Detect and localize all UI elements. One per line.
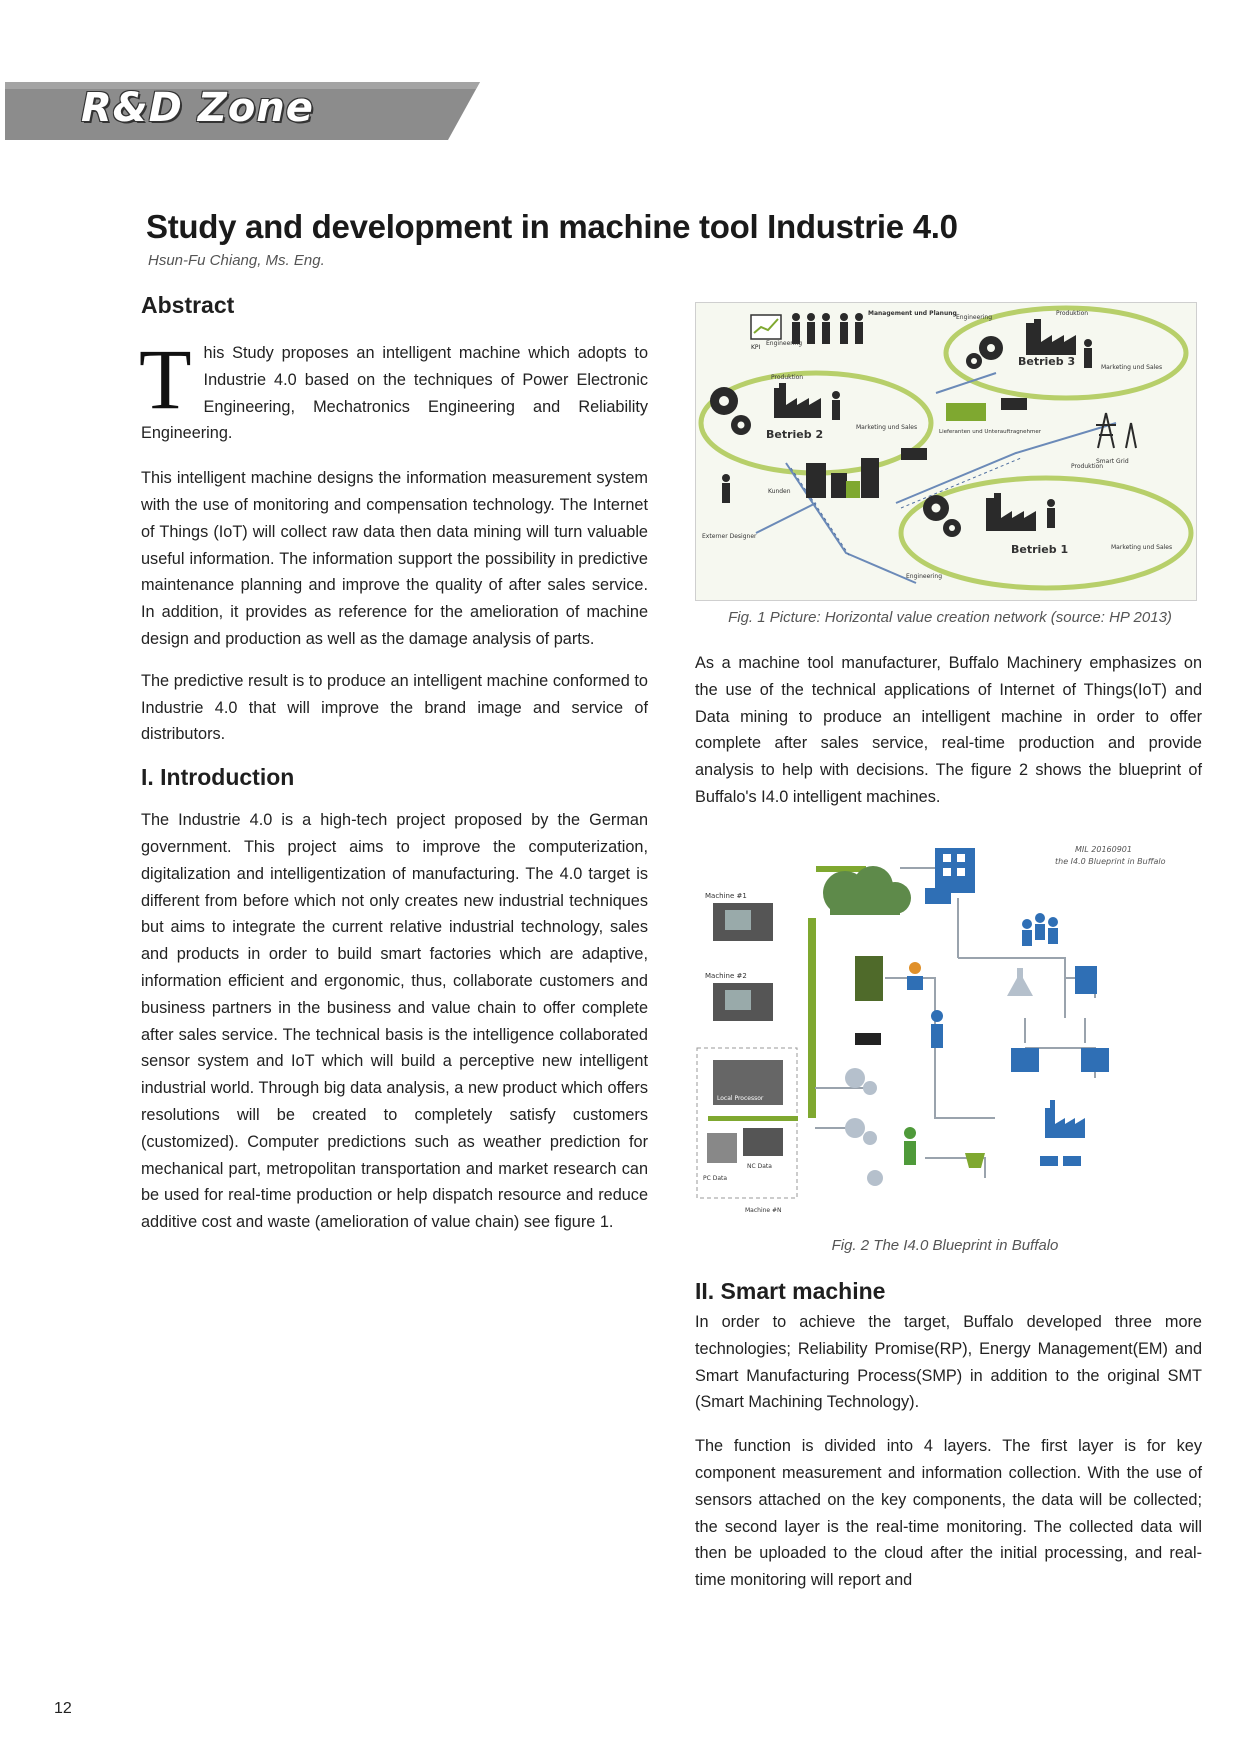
smart-machine-section <box>695 1278 1202 1594</box>
buffalo-paragraph: As a machine tool manufacturer, Buffalo Machinery emphasizes on the use of the technical applications of Internet of Things(IoT) and Data mining to produce an intelligent machine in order to offer complete after sales service, real-time production and provide analysis to help with decisions. The figure 2 shows the blueprint of Buffalo's I4.0 intelligent machines. <box>695 654 1202 806</box>
fig1-label-engineering-left: Engineering <box>766 340 802 347</box>
fig1-label-marketing-1: Marketing und Sales <box>1111 544 1173 551</box>
fig1-label-produktion-bottom: Produktion <box>1071 463 1104 470</box>
zone-label: R&D Zone <box>81 85 314 131</box>
fig2-stamp-line1: MIL 20160901 <box>1075 845 1132 854</box>
fig1-label-management: Management und Planung <box>868 310 957 317</box>
fig1-label-engineering-bottom: Engineering <box>906 573 942 580</box>
abstract-paragraph-1 <box>139 331 648 447</box>
smart-machine-paragraph-2: The function is divided into 4 layers. The first layer is for key component measurement and information collection. With the use of sensors attached on the key components, the data will be collected; the second layer is the real-time monitoring. The collected data will then be uploaded to the cloud after the initial processing, and real-time monitoring will report and <box>695 1437 1202 1590</box>
fig1-label-smartgrid: Smart Grid <box>1096 458 1129 465</box>
fig2-local-processor: Local Processor <box>717 1095 764 1102</box>
fig2-pc-data: PC Data <box>703 1175 728 1182</box>
fig2-machine-n: Machine #N <box>745 1207 782 1214</box>
fig1-label-betrieb2: Betrieb 2 <box>766 428 824 441</box>
fig2-machine1: Machine #1 <box>705 892 747 900</box>
abstract-heading: Abstract <box>141 292 235 318</box>
abstract-paragraph-3: The predictive result is to produce an intelligent machine conformed to Industrie 4.0 that will improve the brand image and service of distributors. <box>141 671 648 744</box>
fig1-label-betrieb3: Betrieb 3 <box>1018 355 1076 368</box>
article-author: Hsun-Fu Chiang, Ms. Eng. <box>148 252 325 269</box>
fig1-label-suppliers: Lieferanten und Unterauftragnehmer <box>939 429 1042 435</box>
fig1-label-marketing-3: Marketing und Sales <box>1101 364 1163 371</box>
figure-1-value-network <box>695 302 1197 601</box>
introduction-heading: I. Introduction <box>141 764 295 791</box>
left-column <box>141 292 648 1236</box>
figure-1-illustration <box>696 303 1196 600</box>
right-column-top <box>695 650 1202 811</box>
abstract-paragraph-1-text: his Study proposes an intelligent machine which adopts to Industrie 4.0 based on the techniques of Power Electronic Engineering, Mechatronics Engineering and Reliability Engineering. <box>141 344 648 443</box>
figure-2-caption: Fig. 2 The I4.0 Blueprint in Buffalo <box>831 1237 1059 1254</box>
fig1-label-marketing-2: Marketing und Sales <box>856 424 918 431</box>
page-number: 12 <box>54 1700 72 1717</box>
fig2-nc-data: NC Data <box>747 1163 772 1170</box>
fig2-stamp-line2: the I4.0 Blueprint in Buffalo <box>1055 857 1166 866</box>
fig1-label-kpi: KPI <box>751 344 761 351</box>
smart-machine-heading: II. Smart machine <box>695 1278 886 1304</box>
fig1-label-kunden: Kunden <box>768 488 791 495</box>
article-title: Study and development in machine tool Industrie 4.0 <box>146 208 958 245</box>
figure-1-caption: Fig. 1 Picture: Horizontal value creation network (source: HP 2013) <box>728 609 1172 626</box>
figure-2-blueprint <box>695 838 1195 1235</box>
fig1-label-produktion-top: Produktion <box>1056 310 1089 317</box>
fig1-label-betrieb1: Betrieb 1 <box>1011 543 1069 556</box>
smart-machine-paragraph-1: In order to achieve the target, Buffalo developed three more technologies; Reliability Promise(RP), Energy Management(EM) and Smart Manufacturing Process(SMP) in addition to the original SMT (Smart Machining Technology). <box>695 1313 1202 1412</box>
fig1-label-produktion-left: Produktion <box>771 374 804 381</box>
drop-cap: T <box>139 331 192 427</box>
section-banner <box>5 82 480 140</box>
introduction-paragraph: The Industrie 4.0 is a high-tech project proposed by the German government. This project aims to improve the computerization, digitalization and intelligentization of manufacturing. The 4.0 target is different from before which not only creates new industrial techniques but aims to integrate the current relative industrial technology, sales and products in order to build smart factories which are adaptive, information efficient and ergonomic, thus, collaborate customers and business partners in the business and value chain to offer complete after sales service. The technical basis is the intelligence collaborated sensor system and IoT which will build a perceptive new intelligent industrial world. Through big data analysis, a new product which offers resolutions will be created to completely satisfy customers (customized). Computer predictions such as weather prediction for mechanical part, metropolitan transportation and market research can be used for real-time production or help dispatch resource and reduce additive cost and waste (amelioration of value chain) see figure 1. <box>141 811 648 1232</box>
figure-2-illustration <box>695 838 1195 1235</box>
fig2-machine2: Machine #2 <box>705 972 747 980</box>
fig1-label-external-designer: Externer Designer <box>702 533 757 540</box>
abstract-paragraph-2: This intelligent machine designs the information measurement system with the use of monitoring and compensation technology. The Internet of Things (IoT) will collect raw data then data mining will turn valuable useful information. The information support the possibility in predictive maintenance planning and improve the quality of after sales service. In addition, it provides as reference for the amelioration of machine design and production as well as the damage analysis of parts. <box>141 469 648 648</box>
fig1-label-engineering-top: Engineering <box>956 314 992 321</box>
